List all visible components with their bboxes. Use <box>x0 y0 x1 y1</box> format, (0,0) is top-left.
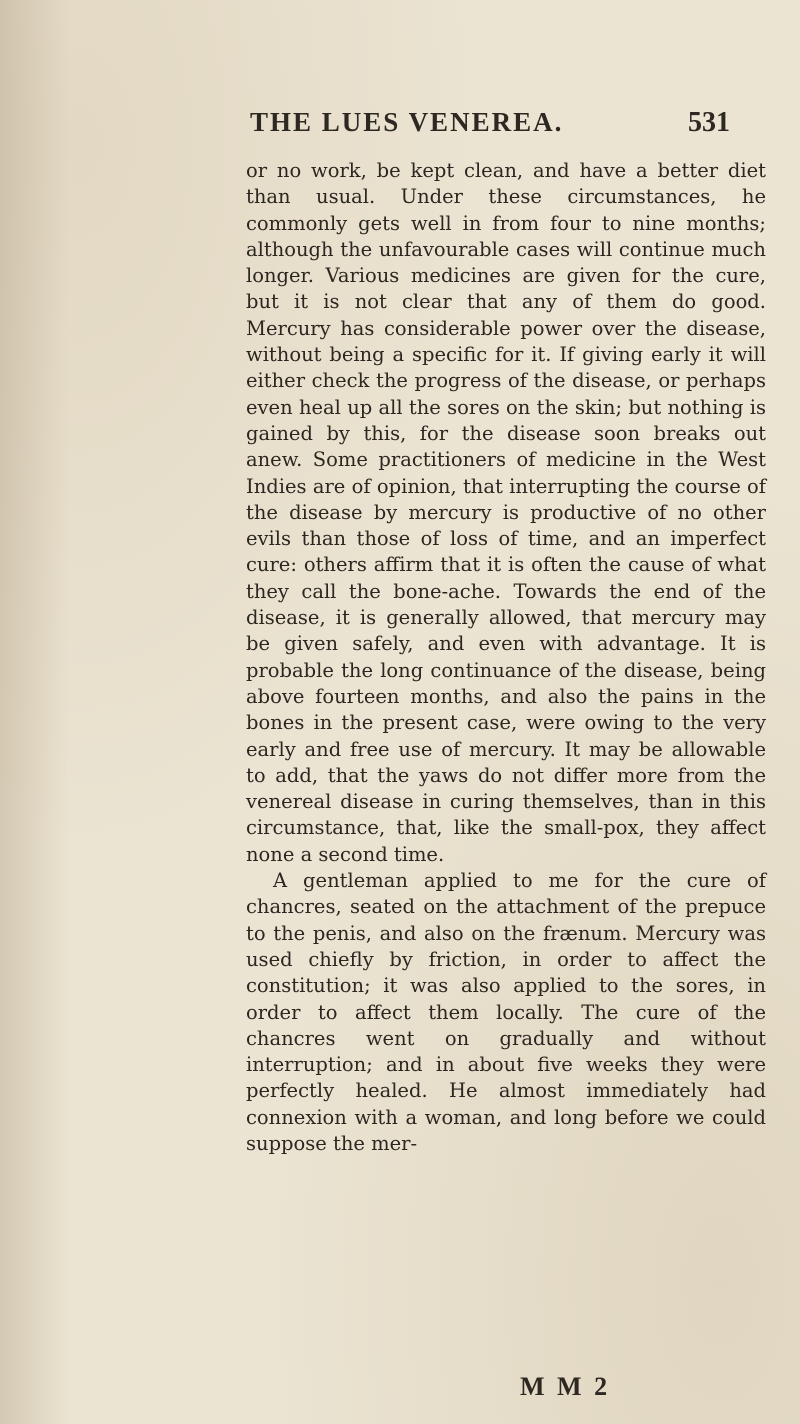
running-title: THE LUES VENEREA. <box>250 107 564 137</box>
page-number: 531 <box>688 107 730 138</box>
body-text <box>246 158 766 1157</box>
paragraph-continuation: or no work, be kept clean, and have a better diet than usual. Under these circumstances, he commonly gets well in from four to nine months; although the unfavourable cases will continue much longer. Various medicines are given for the cure, but it is not clear that any of them do good. Mercury has considerable power over the disease, without being a specific for it. If giving early it will either check the progress of the disease, or perhaps even heal up all the sores on the skin; but nothing is gained by this, for the disease soon breaks out anew. Some practitioners of medicine in the West Indies are of opinion, that interrupting the course of the disease by mercury is productive of no other evils than those of loss of time, and an imperfect cure: others affirm that it is often the cause of what they call the bone-ache. Towards the end of the disease, it is generally allowed, that mercury may be given safely, and even with advantage. It is probable the long continuance of the disease, being above fourteen months, and also the pains in the bones in the present case, were owing to the very early and free use of mercury. It may be allowable to add, that the yaws do not differ more from the venereal disease in curing themselves, than in this circumstance, that, like the small-pox, they affect none a second time. <box>246 159 766 866</box>
page-header <box>250 107 730 147</box>
signature-mark: M M 2 <box>520 1372 611 1401</box>
paragraph-case-report: A gentleman applied to me for the cure of chancres, seated on the attachment of the prepuce to the penis, and also on the frænum. Mercury was used chiefly by friction, in order to affect the constitution; it was also applied to the sores, in order to affect them locally. The cure of the chancres went on gradually and without interruption; and in about five weeks they were perfectly healed. He almost immediately had connexion with a woman, and long before we could suppose the mer- <box>246 869 766 1155</box>
page-edge-shadow <box>0 0 70 1424</box>
